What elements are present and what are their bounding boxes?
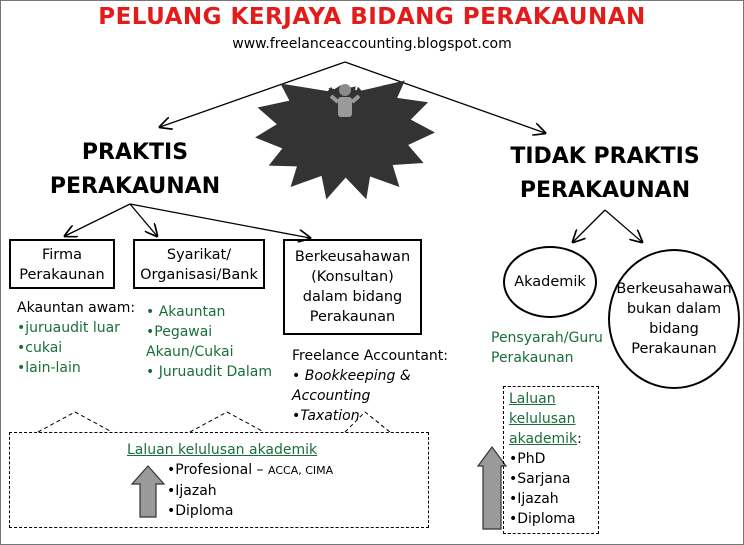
praktis-heading-line1: PRAKTIS	[81, 140, 189, 165]
usahawan-details	[292, 346, 492, 426]
right-academic-item: •Ijazah	[509, 491, 559, 507]
source-url: www.freelanceaccounting.blogspot.com	[232, 36, 512, 52]
arrow-to-praktis	[160, 62, 345, 127]
berkeusahawan-box	[283, 239, 422, 335]
arrow-to-akademik	[573, 210, 605, 242]
usahawan-item: •Taxation	[292, 408, 360, 424]
page-title: PELUANG KERJAYA BIDANG PERAKAUNAN	[98, 4, 646, 30]
akademik-sub: Pensyarah/Guru	[491, 330, 603, 346]
up-arrow-right-icon	[478, 447, 506, 529]
firma-line1: Firma	[41, 247, 83, 263]
arrow-to-firma	[65, 204, 130, 236]
arrow-to-berkeusahawan	[130, 204, 310, 238]
berkeusahawan-line4: Perakaunan	[309, 309, 396, 325]
berkeusahawan-line1: Berkeusahawan	[294, 249, 411, 265]
akademik-ellipse: Akademik	[503, 246, 597, 318]
syarikat-line2: Organisasi/Bank	[140, 267, 258, 283]
left-academic-item: •Diploma	[167, 503, 234, 519]
left-academic-item: •Ijazah	[167, 483, 217, 499]
firma-heading: Akauntan awam:	[17, 300, 136, 316]
syarikat-box	[133, 239, 265, 289]
usahawan-item: • Bookkeeping & Accounting	[292, 368, 411, 404]
firma-item: •lain-lain	[17, 360, 81, 376]
dashed-tent-2	[190, 412, 264, 432]
left-academic-heading: Laluan kelulusan akademik	[127, 442, 318, 458]
tidak-praktis-heading-line2: PERAKAUNAN	[519, 178, 691, 203]
praktis-heading-line2: PERAKAUNAN	[49, 174, 221, 199]
tidak-praktis-heading-line1: TIDAK PRAKTIS	[510, 144, 700, 169]
left-academic-path	[127, 440, 417, 521]
tidak-praktis-heading	[505, 140, 705, 208]
firma-item: •juruaudit luar	[17, 320, 120, 336]
left-academic-item-profesional: •Profesional – ACCA, CIMA	[167, 462, 334, 478]
berkeusahawan-line2: (Konsultan)	[311, 269, 394, 285]
firma-line2: Perakaunan	[19, 267, 105, 283]
firma-item: •cukai	[17, 340, 63, 356]
firma-box	[9, 239, 115, 289]
syarikat-details	[146, 302, 276, 382]
syarikat-item: • Akauntan	[146, 304, 226, 320]
right-academic-item: •Sarjana	[509, 471, 571, 487]
praktis-heading	[40, 136, 230, 204]
firma-details	[17, 298, 137, 378]
akademik-details	[491, 328, 621, 368]
right-academic-path: Laluan kelulusan akademik: •PhD •Sarjana •Ijazah •Diploma	[509, 389, 597, 529]
syarikat-line1: Syarikat/	[166, 247, 232, 263]
akademik-sub: Perakaunan	[491, 350, 574, 366]
dashed-tent-1	[38, 412, 112, 432]
syarikat-item: Akaun/Cukai	[146, 344, 234, 360]
career-hub-icon	[273, 84, 417, 182]
syarikat-item: •Pegawai	[146, 324, 213, 340]
right-academic-item: •Diploma	[509, 511, 576, 527]
right-academic-item: •PhD	[509, 451, 546, 467]
arrow-to-berkeusahawan-bukan	[605, 210, 642, 242]
berkeusahawan-bukan-ellipse: Berkeusahawan bukan dalam bidang Perakaunan	[608, 249, 740, 389]
berkeusahawan-line3: dalam bidang	[302, 289, 403, 305]
syarikat-item: • Juruaudit Dalam	[146, 364, 272, 380]
right-academic-heading: Laluan	[509, 391, 556, 407]
right-academic-heading: kelulusan	[509, 411, 576, 427]
usahawan-heading: Freelance Accountant:	[292, 348, 448, 364]
